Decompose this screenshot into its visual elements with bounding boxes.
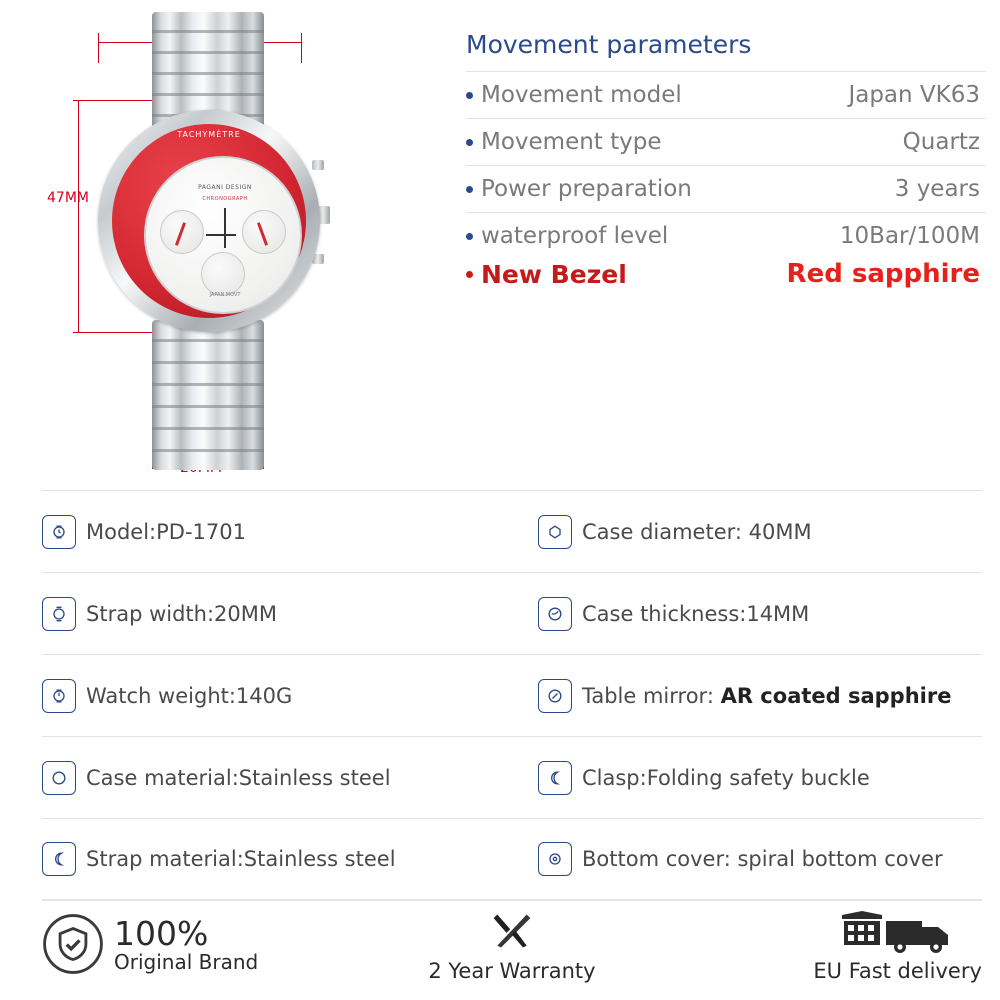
param-label-text: Movement type <box>481 129 662 155</box>
case-icon <box>538 515 572 549</box>
param-row-movement-model <box>466 71 986 118</box>
param-row-new-bezel <box>466 259 986 299</box>
spec-text-emphasis: AR coated sapphire <box>720 683 952 708</box>
param-row-power-preparation <box>466 165 986 212</box>
bullet-icon <box>466 186 473 193</box>
footer-brand-text <box>114 914 259 974</box>
delivery-text-wrap <box>813 909 982 983</box>
spec-cell-watch-weight <box>42 679 512 713</box>
chrono-pusher-top <box>312 160 324 170</box>
param-label-text: Power preparation <box>481 176 692 202</box>
minute-hand <box>224 208 226 248</box>
spec-row <box>42 654 982 736</box>
param-label <box>466 176 692 202</box>
footer-brand-label: Original Brand <box>114 950 259 974</box>
spec-row <box>42 572 982 654</box>
param-row-waterproof-level <box>466 212 986 259</box>
spec-text: Case thickness:14MM <box>582 601 810 626</box>
bottom-icon <box>538 842 572 876</box>
spec-cell-model <box>42 515 512 549</box>
param-label <box>466 260 627 289</box>
param-label <box>466 82 682 108</box>
bullet-icon <box>466 271 473 278</box>
warranty-text-wrap <box>428 909 595 983</box>
dial-brand-text: PAGANI DESIGN <box>198 184 252 191</box>
bracelet-bottom <box>152 320 264 470</box>
spec-cell-case-material <box>42 761 512 795</box>
param-label-text: Movement model <box>481 82 682 108</box>
footer-delivery-label: EU Fast delivery <box>813 958 982 983</box>
spec-cell-bottom-cover <box>512 842 982 876</box>
truck-warehouse-icon <box>813 909 982 957</box>
param-value: 3 years <box>894 176 980 202</box>
spec-cell-strap-width <box>42 597 512 631</box>
footer-warranty <box>355 909 668 983</box>
param-label <box>466 129 662 155</box>
spec-cell-case-thickness <box>512 597 982 631</box>
param-label <box>466 223 668 249</box>
spec-text-prefix: Table mirror: <box>582 683 721 708</box>
spec-row <box>42 818 982 900</box>
spec-text: Bottom cover: spiral bottom cover <box>582 847 943 871</box>
movement-parameters-title: Movement parameters <box>466 30 752 59</box>
bullet-icon <box>466 233 473 240</box>
spec-text <box>582 684 951 708</box>
dial-bottom-text: JAPAN MOVT <box>209 292 241 298</box>
material-icon <box>42 761 76 795</box>
mirror-icon <box>538 679 572 713</box>
weight-icon <box>42 679 76 713</box>
param-row-movement-type <box>466 118 986 165</box>
param-value: Japan VK63 <box>848 82 980 108</box>
footer-badges <box>42 900 982 990</box>
strap-icon <box>42 597 76 631</box>
param-value: Red sapphire <box>786 259 980 289</box>
param-label-text: New Bezel <box>481 259 627 289</box>
bullet-icon <box>466 92 473 99</box>
param-value: Quartz <box>902 129 980 155</box>
subdial-bottom <box>201 252 245 296</box>
height-dim-line <box>78 100 79 332</box>
lug-to-lug-label: 47MM <box>47 190 89 206</box>
spec-cell-strap-material <box>42 842 512 876</box>
thickness-icon <box>538 597 572 631</box>
spec-text: Case material:Stainless steel <box>86 765 391 790</box>
footer-brand-percent: 100% <box>114 914 209 953</box>
spec-text: Case diameter: 40MM <box>582 519 812 544</box>
watch-illustration-block <box>0 0 460 488</box>
dial-subbrand-text: CHRONOGRAPH <box>202 196 248 202</box>
spec-text: Clasp:Folding safety buckle <box>582 765 870 790</box>
param-value: 10Bar/100M <box>839 223 980 249</box>
tools-icon <box>428 909 595 957</box>
bezel-text: TACHYMÈTRE <box>177 130 241 139</box>
watch-dial <box>144 156 302 314</box>
hour-hand <box>206 234 236 236</box>
spec-cell-table-mirror <box>512 679 982 713</box>
spec-text: Watch weight:140G <box>86 683 293 708</box>
spec-text: Strap width:20MM <box>86 601 277 626</box>
specs-grid <box>42 490 982 900</box>
bullet-icon <box>466 139 473 146</box>
movement-parameters-panel <box>466 30 986 299</box>
red-bezel <box>112 124 306 318</box>
footer-original-brand <box>42 913 355 979</box>
shield-check-icon <box>42 913 104 979</box>
spec-cell-case-diameter <box>512 515 982 549</box>
strap-mat-icon <box>42 842 76 876</box>
subdial-right <box>242 210 286 254</box>
spec-row <box>42 736 982 818</box>
watch-image <box>90 10 330 470</box>
clasp-icon <box>538 761 572 795</box>
param-label-text: waterproof level <box>481 223 669 249</box>
spec-cell-clasp <box>512 761 982 795</box>
footer-warranty-label: 2 Year Warranty <box>428 958 596 983</box>
spec-text: Strap material:Stainless steel <box>86 847 396 871</box>
watch-icon <box>42 515 76 549</box>
top-section <box>0 0 1000 488</box>
footer-delivery <box>669 909 982 983</box>
watch-case <box>98 110 320 332</box>
spec-row <box>42 490 982 572</box>
spec-text: Model:PD-1701 <box>86 519 246 544</box>
